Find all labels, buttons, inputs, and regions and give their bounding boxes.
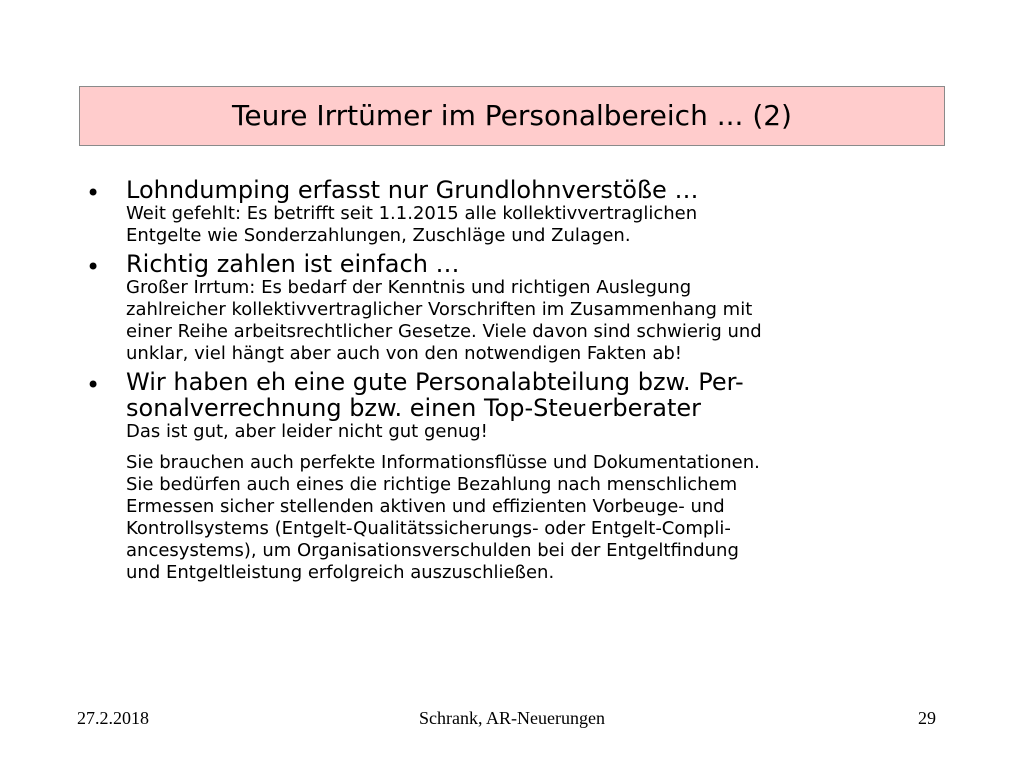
footer-author: Schrank, AR-Neuerungen (419, 708, 605, 728)
bullet-detail-line: zahlreicher kollektivvertraglicher Vorschriften im Zusammenhang mit (126, 299, 753, 320)
bullet-detail-line: Sie bedürfen auch eines die richtige Bezahlung nach menschlichem (126, 474, 738, 495)
bullet-heading-line: sonalverrechnung bzw. einen Top-Steuerberater (126, 394, 701, 422)
bullet-detail-line: Das ist gut, aber leider nicht gut genug! (126, 421, 488, 442)
bullet-detail-line: Sie brauchen auch perfekte Informationsflüsse und Dokumentationen. (126, 452, 760, 473)
bullet-detail-line: Entgelte wie Sonderzahlungen, Zuschläge und Zulagen. (126, 225, 631, 246)
bullet-heading (126, 369, 944, 421)
bullet-heading-line: Richtig zahlen ist einfach … (126, 250, 460, 278)
bullet-heading (126, 251, 944, 277)
bullet-dot-icon: • (86, 371, 101, 399)
bullet-detail (126, 203, 944, 247)
bullet-list (84, 177, 944, 584)
bullet-detail-line: Ermessen sicher stellenden aktiven und effizienten Vorbeuge- und (126, 496, 725, 517)
bullet-detail-line: Weit gefehlt: Es betrifft seit 1.1.2015 alle kollektivvertraglichen (126, 203, 698, 224)
bullet-dot-icon: • (86, 253, 101, 281)
bullet-item-personalabteilung (84, 369, 944, 584)
bullet-heading-line: Lohndumping erfasst nur Grundlohnverstöße … (126, 176, 699, 204)
bullet-heading (126, 177, 944, 203)
bullet-detail (126, 421, 944, 443)
bullet-item-richtig-zahlen (84, 251, 944, 365)
bullet-heading-line: Wir haben eh eine gute Personalabteilung bzw. Per- (126, 368, 744, 396)
slide-title-box (79, 86, 945, 146)
bullet-detail-line: Großer Irrtum: Es bedarf der Kenntnis und richtigen Auslegung (126, 277, 692, 298)
bullet-detail-line: unklar, viel hängt aber auch von den notwendigen Fakten ab! (126, 343, 682, 364)
bullet-detail-line: Kontrollsystems (Entgelt-Qualitätssicherungs- oder Entgelt-Compli- (126, 518, 731, 539)
bullet-dot-icon: • (86, 179, 101, 207)
bullet-detail-line: ancesystems), um Organisationsverschulden bei der Entgeltfindung (126, 540, 739, 561)
footer-date: 27.2.2018 (77, 708, 149, 728)
bullet-extra-paragraph (126, 452, 944, 584)
slide-title: Teure Irrtümer im Personalbereich ... (2) (232, 99, 792, 132)
bullet-detail (126, 277, 944, 365)
bullet-item-lohndumping (84, 177, 944, 247)
footer-page-number: 29 (918, 708, 936, 728)
bullet-detail-line: einer Reihe arbeitsrechtlicher Gesetze. Viele davon sind schwierig und (126, 321, 762, 342)
bullet-detail-line: und Entgeltleistung erfolgreich auszuschließen. (126, 562, 555, 583)
